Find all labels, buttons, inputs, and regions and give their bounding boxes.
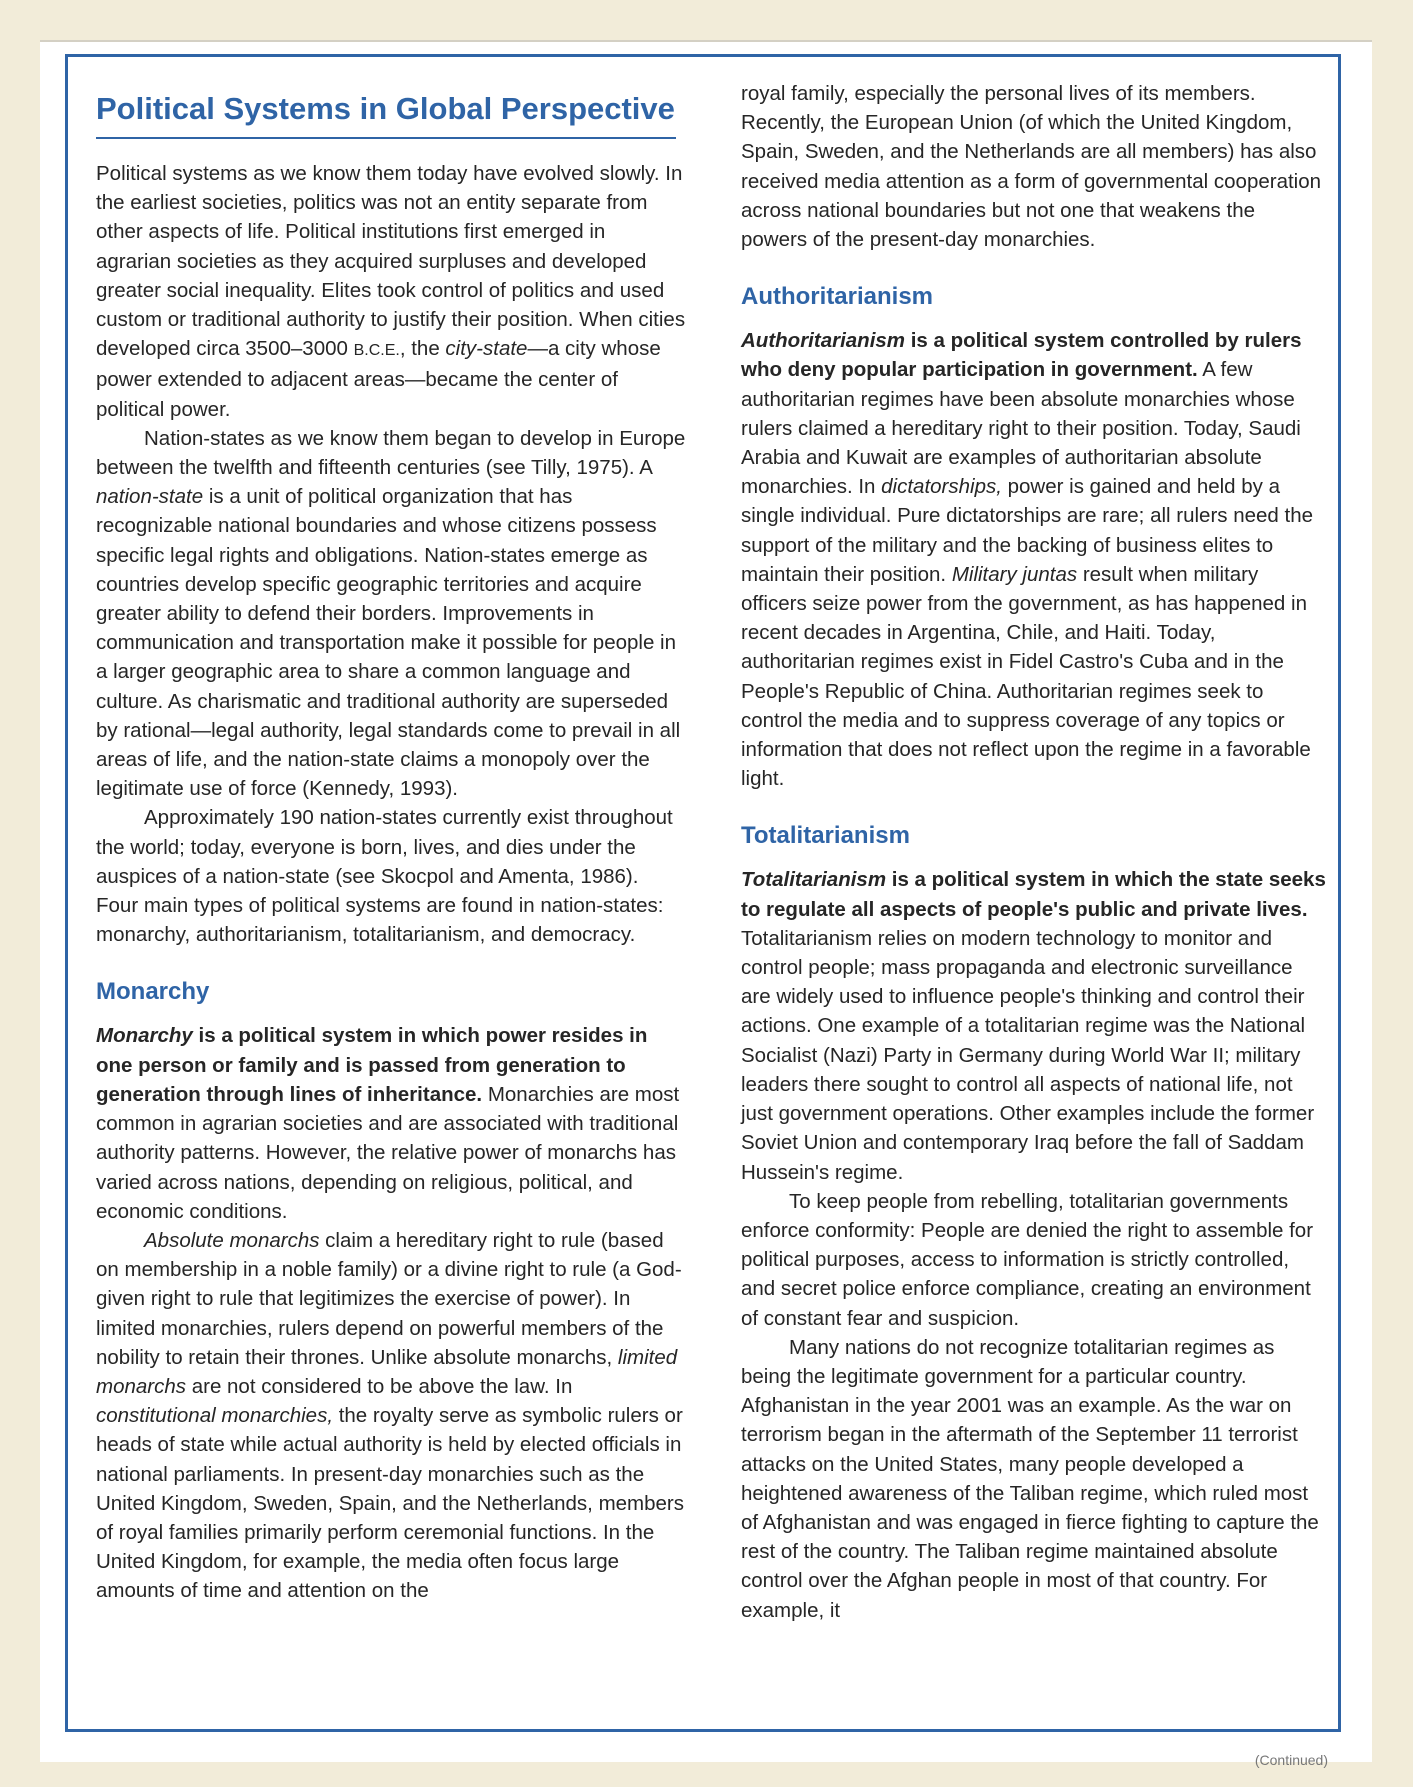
term-military-juntas: Military juntas (951, 562, 1078, 586)
paragraph-monarchy-def (96, 1021, 686, 1225)
text: the royalty serve as symbolic rulers or heads of state while actual authority is held by elected officials in national parliaments. In present-day monarchies such as the United Kingdom, Sweden, Spain, and the Netherlands, members of royal families primarily perform ceremonial functions. In the United Kingdom, for example, the media often focus large amounts of time and attention on the (96, 1404, 685, 1603)
text: result when military officers seize power from the government, as has happened in recent decades in Argentina, Chile, and Haiti. Today, authoritarian regimes exist in Fidel Castro's Cuba and in the People's Republic of China. Authoritarian regimes seek to control the media and to suppress coverage of any topics or information that does not reflect upon the regime in a favorable light. (741, 562, 1311, 791)
heading-authoritarianism: Authoritarianism (741, 283, 934, 311)
text: are not considered to be above the law. In (186, 1374, 573, 1398)
term-city-state: city-state (445, 337, 528, 361)
boxed-feature (65, 54, 1341, 1732)
paragraph-nation-states (96, 424, 686, 804)
text: , the (399, 337, 446, 361)
definition: is a political system in which power resides in one person or family and is passed from generation to generation through lines of inheritance. (96, 1024, 648, 1106)
heading-totalitarianism: Totalitarianism (741, 822, 910, 850)
paragraph-monarchs (96, 1226, 686, 1606)
paragraph-conformity: To keep people from rebelling, totalitarian governments enforce conformity: People are denied the right to assemble for political purposes, access to information is strictly controlled, and secret police enforce compliance, creating an environment of constant fear and suspicion. (741, 1189, 1314, 1330)
continued-note: (Continued) (1254, 1752, 1328, 1768)
text: —a city whose power extended to adjacent areas—became the center of political power. (96, 337, 661, 421)
term-dictatorships: dictatorships, (881, 475, 1002, 499)
right-column (741, 79, 1326, 1625)
text: Nation-states as we know them began to develop in Europe between the twelfth and fifteenth centuries (see Tilly, 1975). A (96, 426, 686, 480)
paragraph-intro (96, 159, 686, 424)
text: Totalitarianism relies on modern technology to monitor and control people; mass propaganda and electronic surveillance are widely used to influence people's thinking and control their actions. One example of a totalitarian regime was the National Socialist (Nazi) Party in Germany during World War II; military leaders there sought to control all aspects of national life, not just government operations. Other examples include the former Soviet Union and contemporary Iraq before the fall of Saddam Hussein's regime. (741, 926, 1315, 1184)
paragraph-authoritarianism (741, 326, 1326, 793)
text: is a unit of political organization that has recognizable national boundaries and whose citizens possess specific legal rights and obligations. Nation-states emerge as countries develop specific geographic territories and acquire greater ability to defend their borders. Improvements in communication and transportation make it possible for people in a larger geographic area to share a common language and culture. As charismatic and traditional authority are superseded by rational—legal authority, legal standards come to prevail in all areas of life, and the nation-state claims a monopoly over the legitimate use of force (Kennedy, 1993). (96, 485, 681, 801)
text: Monarchies are most common in agrarian societies and are associated with traditional authority patterns. However, the relative power of monarchs has varied across nations, depending on religious, political, and economic conditions. (96, 1082, 680, 1223)
heading-monarchy: Monarchy (96, 978, 210, 1006)
paragraph-approx: Approximately 190 nation-states currently exist throughout the world; today, everyone is born, lives, and dies under the auspices of a nation-state (see Skocpol and Amenta, 1986). Four main types of political systems are found in nation-states: monarchy, authoritarianism, totalitarianism, and democracy. (96, 806, 673, 947)
term-nation-state: nation-state (96, 485, 204, 509)
page-sheet (40, 40, 1372, 1768)
paragraph-totalitarianism (741, 865, 1326, 1186)
text: claim a hereditary right to rule (based on membership in a noble family) or a divine right to rule (a God-given right to rule that legitimizes the exercise of power). In limited monarchies, rulers depend on powerful members of the nobility to retain their thrones. Unlike absolute monarchs, (96, 1228, 682, 1369)
paragraph-royal-family: royal family, especially the personal lives of its members. Recently, the European Union (of which the United Kingdom, Spain, Sweden, and the Netherlands are all members) has also received media attention as a form of governmental cooperation across national boundaries but not one that weakens the powers of the present-day monarchies. (741, 82, 1322, 252)
feature-title: Political Systems in Global Perspective (96, 91, 676, 139)
term-absolute-monarchs: Absolute monarchs (144, 1228, 320, 1252)
term-constitutional-monarchies: constitutional monarchies, (96, 1404, 334, 1428)
term-totalitarianism: Totalitarianism (741, 868, 887, 892)
left-column (96, 73, 686, 1606)
text: A few authoritarian regimes have been absolute monarchies whose rulers claimed a hereditary right to their position. Today, Saudi Arabia and Kuwait are examples of authoritarian absolute monarchies. In (741, 358, 1301, 499)
term-limited-monarchs: limited monarchs (96, 1345, 678, 1398)
term-authoritarianism: Authoritarianism (741, 329, 906, 353)
definition: is a political system in which the state seeks to regulate all aspects of people's public and private lives. (741, 868, 1326, 921)
era-abbrev: B.C.E. (353, 342, 400, 360)
text: Political systems as we know them today have evolved slowly. In the earliest societies, politics was not an entity separate from other aspects of life. Political institutions first emerged in agrarian societies as they acquired surpluses and developed greater social inequality. Elites took control of politics and used custom or traditional authority to justify their position. When cities developed circa 3500–3000 (96, 162, 686, 361)
text: power is gained and held by a single individual. Pure dictatorships are rare; all rulers need the support of the military and the backing of business elites to maintain their position. (741, 475, 1314, 586)
definition: is a political system controlled by rulers who deny popular participation in government. (741, 329, 1302, 382)
paragraph-legitimacy: Many nations do not recognize totalitarian regimes as being the legitimate government for a particular country. Afghanistan in the year 2001 was an example. As the war on terrorism began in the aftermath of the September 11 terrorist attacks on the United States, many people developed a heightened awareness of the Taliban regime, which ruled most of Afghanistan and was engaged in fierce fighting to capture the rest of the country. The Taliban regime maintained absolute control over the Afghan people in most of that country. For example, it (741, 1335, 1319, 1622)
term-monarchy: Monarchy (96, 1024, 193, 1048)
